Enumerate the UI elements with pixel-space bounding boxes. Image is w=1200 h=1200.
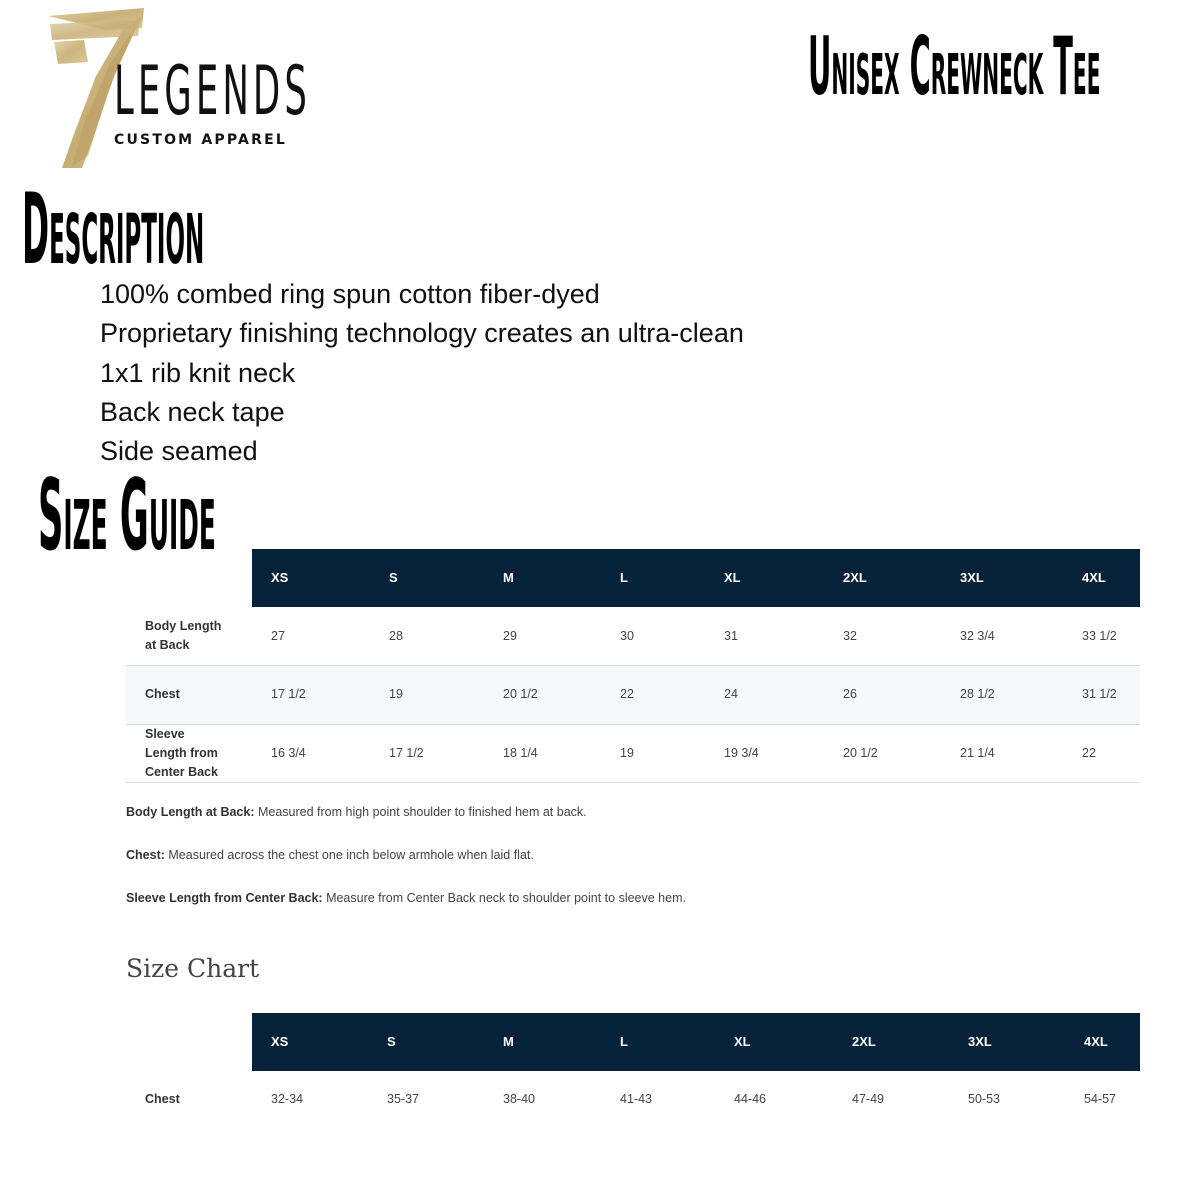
- size-header-3xl: 3XL: [960, 570, 984, 585]
- table-cell: 19: [620, 746, 634, 760]
- size-header-2xl: 2XL: [843, 570, 867, 585]
- table-cell: 27: [271, 629, 285, 643]
- size-header-m: M: [503, 1034, 514, 1049]
- description-item: Side seamed: [100, 436, 258, 467]
- size-header-s: S: [387, 1034, 396, 1049]
- product-title: Unisex Crewneck Tee: [808, 20, 1101, 113]
- row-label-chest: [145, 685, 180, 704]
- note-chest: [126, 848, 534, 862]
- table-cell: 44-46: [734, 1092, 766, 1106]
- size-chart-header: [252, 1013, 1140, 1071]
- row-label-line: Chest: [145, 1092, 180, 1106]
- table-cell: 17 1/2: [389, 746, 424, 760]
- table-row: [126, 725, 1140, 783]
- table-cell: 41-43: [620, 1092, 652, 1106]
- size-guide-header: [252, 549, 1140, 607]
- row-label-line: Body Length: [145, 619, 222, 633]
- note-text: Measured across the chest one inch below armhole when laid flat.: [164, 848, 534, 862]
- description-item: Proprietary finishing technology creates an ultra-clean: [100, 318, 744, 349]
- table-cell: 21 1/4: [960, 746, 995, 760]
- size-guide-heading: Size Guide: [38, 459, 216, 573]
- row-label-line: Chest: [145, 687, 180, 701]
- note-term: Chest:: [126, 848, 165, 862]
- row-label-sleeve-length: [145, 725, 218, 782]
- size-header-xl: XL: [734, 1034, 751, 1049]
- table-cell: 38-40: [503, 1092, 535, 1106]
- row-label-line: Length from: [145, 746, 218, 760]
- size-header-4xl: 4XL: [1082, 570, 1106, 585]
- size-chart-heading: Size Chart: [126, 954, 260, 983]
- table-cell: 20 1/2: [843, 746, 878, 760]
- note-text: Measure from Center Back neck to shoulder point to sleeve hem.: [322, 891, 686, 905]
- table-cell: 28 1/2: [960, 687, 995, 701]
- description-heading: Description: [22, 173, 205, 287]
- table-row: [126, 1071, 1140, 1129]
- size-header-xs: XS: [271, 1034, 289, 1049]
- note-body-length: [126, 805, 587, 819]
- note-term: Sleeve Length from Center Back:: [126, 891, 323, 905]
- size-header-2xl: 2XL: [852, 1034, 876, 1049]
- table-cell: 18 1/4: [503, 746, 538, 760]
- table-cell: 17 1/2: [271, 687, 306, 701]
- table-cell: 30: [620, 629, 634, 643]
- description-list: [100, 275, 744, 471]
- table-cell: 32 3/4: [960, 629, 995, 643]
- table-cell: 47-49: [852, 1092, 884, 1106]
- table-cell: 24: [724, 687, 738, 701]
- table-cell: 33 1/2: [1082, 629, 1117, 643]
- table-cell: 20 1/2: [503, 687, 538, 701]
- table-cell: 22: [1082, 746, 1096, 760]
- size-chart-table: [126, 1071, 1140, 1129]
- size-header-4xl: 4XL: [1084, 1034, 1108, 1049]
- size-header-l: L: [620, 570, 628, 585]
- table-cell: 31 1/2: [1082, 687, 1117, 701]
- table-cell: 22: [620, 687, 634, 701]
- size-header-s: S: [389, 570, 398, 585]
- row-label-line: at Back: [145, 638, 190, 652]
- note-term: Body Length at Back:: [126, 805, 255, 819]
- table-row: [126, 666, 1140, 725]
- note-sleeve-length: [126, 891, 686, 905]
- brand-logo: [44, 6, 311, 171]
- table-cell: 32: [843, 629, 857, 643]
- table-cell: 31: [724, 629, 738, 643]
- table-cell: 54-57: [1084, 1092, 1116, 1106]
- table-row: [126, 607, 1140, 666]
- table-cell: 28: [389, 629, 403, 643]
- logo-wordmark: LEGENDS: [114, 52, 311, 131]
- note-text: Measured from high point shoulder to finished hem at back.: [254, 805, 587, 819]
- row-label-body-length: [145, 617, 221, 655]
- size-header-m: M: [503, 570, 514, 585]
- table-cell: 32-34: [271, 1092, 303, 1106]
- description-item: Back neck tape: [100, 396, 285, 427]
- table-cell: 50-53: [968, 1092, 1000, 1106]
- size-header-l: L: [620, 1034, 628, 1049]
- logo-tagline: CUSTOM APPAREL: [114, 132, 287, 148]
- table-cell: 16 3/4: [271, 746, 306, 760]
- table-cell: 29: [503, 629, 517, 643]
- table-cell: 19: [389, 687, 403, 701]
- table-cell: 26: [843, 687, 857, 701]
- table-cell: 19 3/4: [724, 746, 759, 760]
- size-header-3xl: 3XL: [968, 1034, 992, 1049]
- row-label-chest: [145, 1090, 180, 1109]
- table-cell: 35-37: [387, 1092, 419, 1106]
- size-header-xs: XS: [271, 570, 289, 585]
- description-item: 100% combed ring spun cotton fiber-dyed: [100, 279, 600, 309]
- row-label-line: Center Back: [145, 765, 218, 779]
- size-header-xl: XL: [724, 570, 741, 585]
- row-label-line: Sleeve: [145, 727, 185, 741]
- description-item: 1x1 rib knit neck: [100, 357, 296, 388]
- size-guide-table: [126, 607, 1140, 783]
